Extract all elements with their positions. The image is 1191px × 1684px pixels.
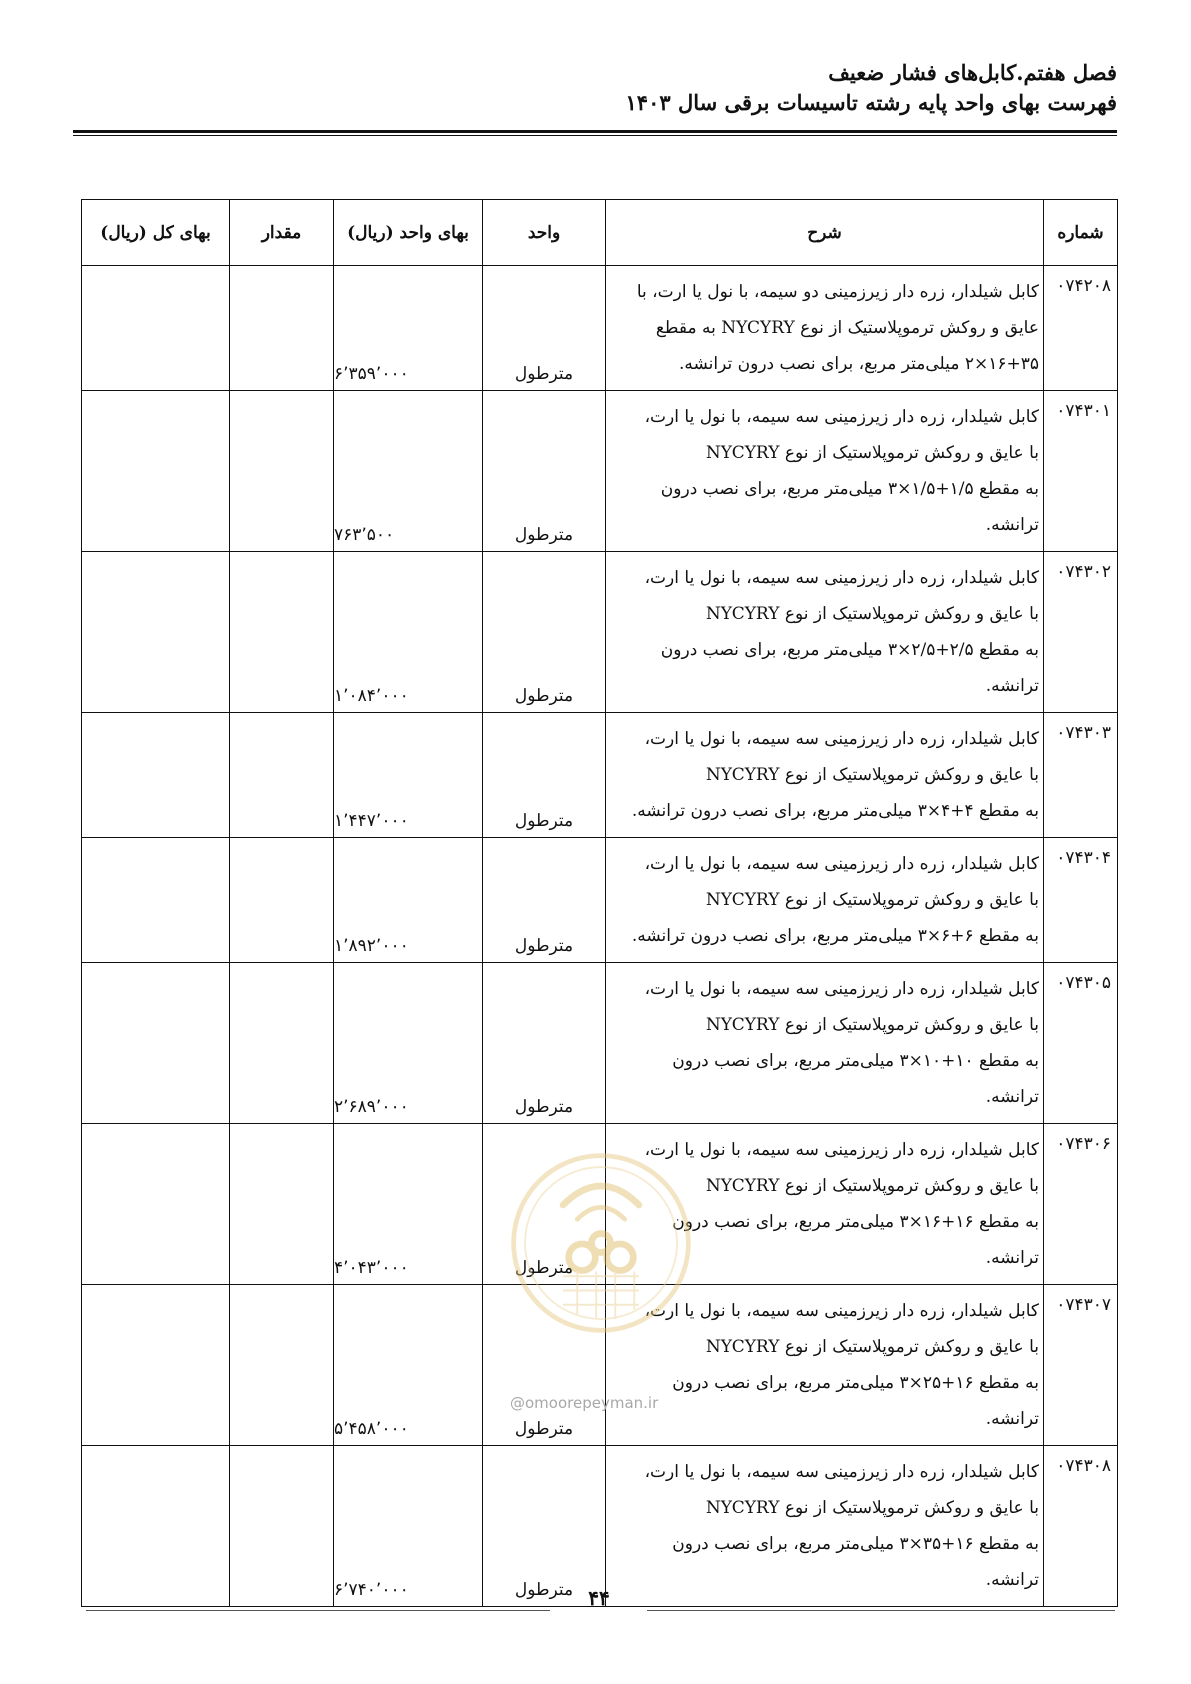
- header-rule-thin: [73, 135, 1117, 136]
- price-list-table: [81, 199, 1118, 1607]
- header-description: شرح: [606, 200, 1044, 266]
- item-code: ۰۷۴۳۰۳: [1044, 713, 1118, 838]
- item-code: ۰۷۴۳۰۲: [1044, 552, 1118, 713]
- item-total-price: [82, 838, 230, 963]
- item-total-price: [82, 1446, 230, 1607]
- item-total-price: [82, 963, 230, 1124]
- header-code: شماره: [1044, 200, 1118, 266]
- table-row: [82, 1124, 1118, 1285]
- item-quantity: [230, 963, 334, 1124]
- item-unit-price: ۵٬۴۵۸٬۰۰۰: [334, 1285, 483, 1446]
- item-code: ۰۷۴۳۰۷: [1044, 1285, 1118, 1446]
- item-description: کابل شیلدار، زره دار زیرزمینی سه سیمه، با نول یا ارت، با عایق و روکش ترموپلاستیک از نوع NYCYRY به مقطع ۱۶+۳۵×۳ میلی‌متر مربع، برای نصب درون ترانشه.: [606, 1446, 1044, 1607]
- item-description: کابل شیلدار، زره دار زیرزمینی سه سیمه، با نول یا ارت، با عایق و روکش ترموپلاستیک از نوع NYCYRY به مقطع ۱۰+۱۰×۳ میلی‌متر مربع، برای نصب درون ترانشه.: [606, 963, 1044, 1124]
- item-unit-price: ۲٬۶۸۹٬۰۰۰: [334, 963, 483, 1124]
- item-total-price: [82, 1124, 230, 1285]
- watermark-url: @omoorepeyman.ir: [510, 1394, 659, 1412]
- item-unit-price: ۴٬۰۴۳٬۰۰۰: [334, 1124, 483, 1285]
- table-row: [82, 1446, 1118, 1607]
- item-unit: مترطول: [483, 1446, 606, 1607]
- table-row: [82, 266, 1118, 391]
- item-description: کابل شیلدار، زره دار زیرزمینی سه سیمه، با نول یا ارت، با عایق و روکش ترموپلاستیک از نوع NYCYRY به مقطع ۶+۶×۳ میلی‌متر مربع، برای نصب درون ترانشه.: [606, 838, 1044, 963]
- item-unit-price: ۱٬۴۴۷٬۰۰۰: [334, 713, 483, 838]
- item-quantity: [230, 266, 334, 391]
- item-unit: مترطول: [483, 552, 606, 713]
- header-unit: واحد: [483, 200, 606, 266]
- item-code: ۰۷۴۳۰۵: [1044, 963, 1118, 1124]
- header-total-price: بهای کل (ریال): [82, 200, 230, 266]
- item-unit-price: ۷۶۳٬۵۰۰: [334, 391, 483, 552]
- item-total-price: [82, 552, 230, 713]
- item-quantity: [230, 552, 334, 713]
- page-header: [73, 58, 1117, 118]
- table-header-row: [82, 200, 1118, 266]
- item-description: کابل شیلدار، زره دار زیرزمینی سه سیمه، با نول یا ارت، با عایق و روکش ترموپلاستیک از نوع NYCYRY به مقطع ۲/۵+۲/۵×۳ میلی‌متر مربع، برای نصب درون ترانشه.: [606, 552, 1044, 713]
- item-code: ۰۷۴۳۰۱: [1044, 391, 1118, 552]
- item-quantity: [230, 838, 334, 963]
- item-code: ۰۷۴۳۰۸: [1044, 1446, 1118, 1607]
- item-quantity: [230, 1446, 334, 1607]
- item-description: کابل شیلدار، زره دار زیرزمینی سه سیمه، با نول یا ارت، با عایق و روکش ترموپلاستیک از نوع NYCYRY به مقطع ۴+۴×۳ میلی‌متر مربع، برای نصب درون ترانشه.: [606, 713, 1044, 838]
- item-quantity: [230, 1124, 334, 1285]
- item-unit: مترطول: [483, 1285, 606, 1446]
- item-total-price: [82, 1285, 230, 1446]
- item-quantity: [230, 391, 334, 552]
- item-unit: مترطول: [483, 838, 606, 963]
- header-unit-price: بهای واحد (ریال): [334, 200, 483, 266]
- item-unit: مترطول: [483, 391, 606, 552]
- item-total-price: [82, 266, 230, 391]
- item-unit-price: ۶٬۳۵۹٬۰۰۰: [334, 266, 483, 391]
- table-row: [82, 552, 1118, 713]
- footer-rule-right: [647, 1610, 1115, 1611]
- item-code: ۰۷۴۳۰۶: [1044, 1124, 1118, 1285]
- item-description: کابل شیلدار، زره دار زیرزمینی سه سیمه، با نول یا ارت، با عایق و روکش ترموپلاستیک از نوع NYCYRY به مقطع ۱/۵+۱/۵×۳ میلی‌متر مربع، برای نصب درون ترانشه.: [606, 391, 1044, 552]
- item-unit: مترطول: [483, 1124, 606, 1285]
- item-description: کابل شیلدار، زره دار زیرزمینی دو سیمه، با نول یا ارت، با عایق و روکش ترموپلاستیک از نوع NYCYRY به مقطع ۱۶+۳۵×۲ میلی‌متر مربع، برای نصب درون ترانشه.: [606, 266, 1044, 391]
- item-quantity: [230, 713, 334, 838]
- header-quantity: مقدار: [230, 200, 334, 266]
- table-row: [82, 1285, 1118, 1446]
- item-quantity: [230, 1285, 334, 1446]
- item-unit-price: ۱٬۸۹۲٬۰۰۰: [334, 838, 483, 963]
- table-row: [82, 963, 1118, 1124]
- item-code: ۰۷۴۲۰۸: [1044, 266, 1118, 391]
- page-number: ۴۴: [588, 1586, 610, 1610]
- item-total-price: [82, 713, 230, 838]
- item-unit: مترطول: [483, 963, 606, 1124]
- footer-rule-left: [86, 1610, 550, 1611]
- header-rule-thick: [73, 130, 1117, 133]
- item-description: کابل شیلدار، زره دار زیرزمینی سه سیمه، با نول یا ارت، با عایق و روکش ترموپلاستیک از نوع NYCYRY به مقطع ۱۶+۱۶×۳ میلی‌متر مربع، برای نصب درون ترانشه.: [606, 1124, 1044, 1285]
- item-total-price: [82, 391, 230, 552]
- item-description: کابل شیلدار، زره دار زیرزمینی سه سیمه، با نول یا ارت، با عایق و روکش ترموپلاستیک از نوع NYCYRY به مقطع ۱۶+۲۵×۳ میلی‌متر مربع، برای نصب درون ترانشه.: [606, 1285, 1044, 1446]
- item-unit: مترطول: [483, 266, 606, 391]
- chapter-title: فصل هفتم.کابل‌های فشار ضعیف: [828, 60, 1117, 85]
- item-code: ۰۷۴۳۰۴: [1044, 838, 1118, 963]
- table-row: [82, 713, 1118, 838]
- item-unit-price: ۱٬۰۸۴٬۰۰۰: [334, 552, 483, 713]
- table-row: [82, 391, 1118, 552]
- item-unit-price: ۶٬۷۴۰٬۰۰۰: [334, 1446, 483, 1607]
- item-unit: مترطول: [483, 713, 606, 838]
- table-row: [82, 838, 1118, 963]
- book-title: فهرست بهای واحد پایه رشته تاسیسات برقی سال ۱۴۰۳: [625, 90, 1117, 115]
